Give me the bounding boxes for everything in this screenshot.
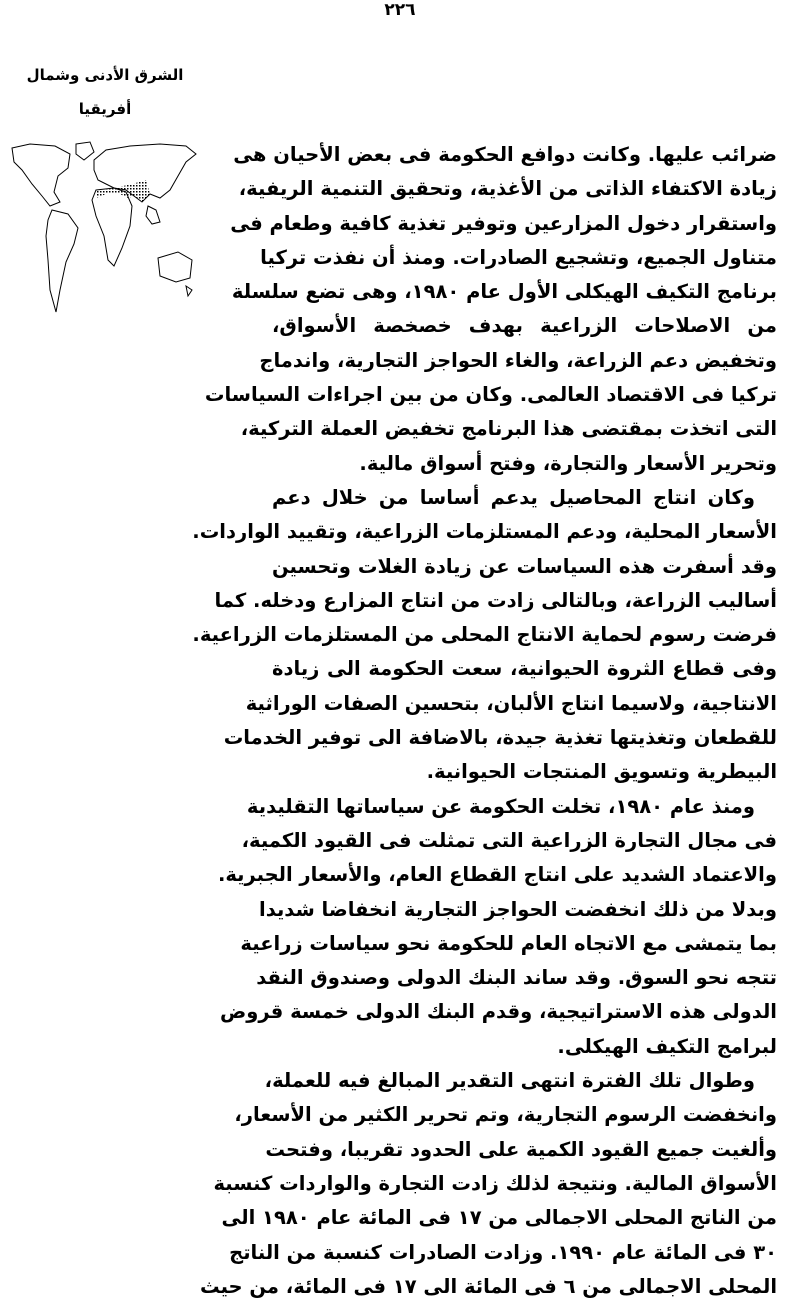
text-line: وفى قطاع الثروة الحيوانية، سعت الحكومة الى زيادة — [272, 657, 777, 681]
text-line: لبرامج التكيف الهيكلى. — [557, 1034, 777, 1058]
text-line: والاعتماد الشديد على انتاج القطاع العام، والأسعار الجبرية. — [217, 863, 777, 887]
text-line: أساليب الزراعة، وبالتالى زادت من انتاج المزارع ودخله. كما — [214, 588, 777, 612]
text-line: فرضت رسوم لحماية الانتاج المحلى من المستلزمات الزراعية. — [192, 623, 777, 647]
text-line: وتخفيض دعم الزراعة، والغاء الحواجز التجارية، واندماج — [259, 348, 777, 372]
text-line: واستقرار دخول المزارعين وتوفير تغذية كافية وطعام فى — [230, 211, 777, 235]
text-line: الدولى هذه الاستراتيجية، وقدم البنك الدولى خمسة قروض — [220, 1000, 777, 1024]
text-line: من الاصلاحات الزراعية بهدف خصخصة الأسواق، — [272, 314, 777, 338]
text-line: برنامج التكيف الهيكلى الأول عام ١٩٨٠، وهى تضع سلسلة — [231, 280, 777, 304]
text-line: وألغيت جميع القيود الكمية على الحدود تقريبا، وفتحت — [265, 1137, 777, 1161]
text-line: فى مجال التجارة الزراعية التى تمثلت فى القيود الكمية، — [241, 828, 777, 852]
world-map-icon — [10, 140, 200, 315]
text-line: التى اتخذت بمقتضى هذا البرنامج تخفيض العملة التركية، — [240, 417, 777, 441]
sidebar-region-title-line2: أفريقيا — [78, 100, 132, 118]
text-line: وانخفضت الرسوم التجارية، وتم تحرير الكثير من الأسعار، — [234, 1103, 777, 1127]
text-line: الأسعار المحلية، ودعم المستلزمات الزراعية، وتقييد الواردات. — [192, 520, 777, 544]
text-line: وقد أسفرت هذه السياسات عن زيادة الغلات وتحسين — [272, 554, 777, 578]
text-line: الأسواق المالية. ونتيجة لذلك زادت التجارة والواردات كنسبة — [213, 1171, 777, 1195]
text-line: للقطعان وتغذيتها تغذية جيدة، بالاضافة الى توفير الخدمات — [223, 726, 777, 750]
text-line: بما يتمشى مع الاتجاه العام للحكومة نحو سياسات زراعية — [240, 931, 777, 955]
sidebar-region-title: الشرق الأدنى وشمال — [26, 66, 184, 84]
text-line: ضرائب عليها. وكانت دوافع الحكومة فى بعض الأحيان هى — [233, 143, 777, 166]
text-line: وطوال تلك الفترة انتهى التقدير المبالغ فيه للعملة، — [264, 1069, 755, 1093]
text-line: متناول الجميع، وتشجيع الصادرات. ومنذ أن نفذت تركيا — [260, 245, 777, 269]
text-line: المحلى الاجمالى من ٦ فى المائة الى ١٧ فى المائة، من حيث — [199, 1274, 777, 1298]
text-line: ٣٠ فى المائة عام ١٩٩٠. وزادت الصادرات كنسبة من الناتج — [229, 1240, 777, 1264]
text-line: تتجه نحو السوق. وقد ساند البنك الدولى وصندوق النقد — [256, 966, 777, 990]
text-line: وتحرير الأسعار والتجارة، وفتح أسواق مالية. — [359, 451, 777, 475]
text-line: من الناتج المحلى الاجمالى من ١٧ فى المائة عام ١٩٨٠ الى — [221, 1206, 777, 1230]
text-line: زيادة الاكتفاء الذاتى من الأغذية، وتحقيق التنمية الريفية، — [238, 177, 777, 201]
text-line: ومنذ عام ١٩٨٠، تخلت الحكومة عن سياساتها التقليدية — [246, 794, 755, 818]
text-line: وبدلا من ذلك انخفضت الحواجز التجارية انخفاضا شديدا — [259, 897, 777, 921]
page-number: ٢٢٦ — [384, 0, 416, 20]
text-line: وكان انتاج المحاصيل يدعم أساسا من خلال دعم — [272, 485, 755, 509]
text-line: تركيا فى الاقتصاد العالمى. وكان من بين اجراءات السياسات — [204, 383, 777, 407]
text-line: الانتاجية، ولاسيما انتاج الألبان، بتحسين الصفات الوراثية — [245, 691, 777, 715]
body-text — [192, 138, 777, 1304]
text-line: البيطرية وتسويق المنتجات الحيوانية. — [426, 760, 777, 784]
